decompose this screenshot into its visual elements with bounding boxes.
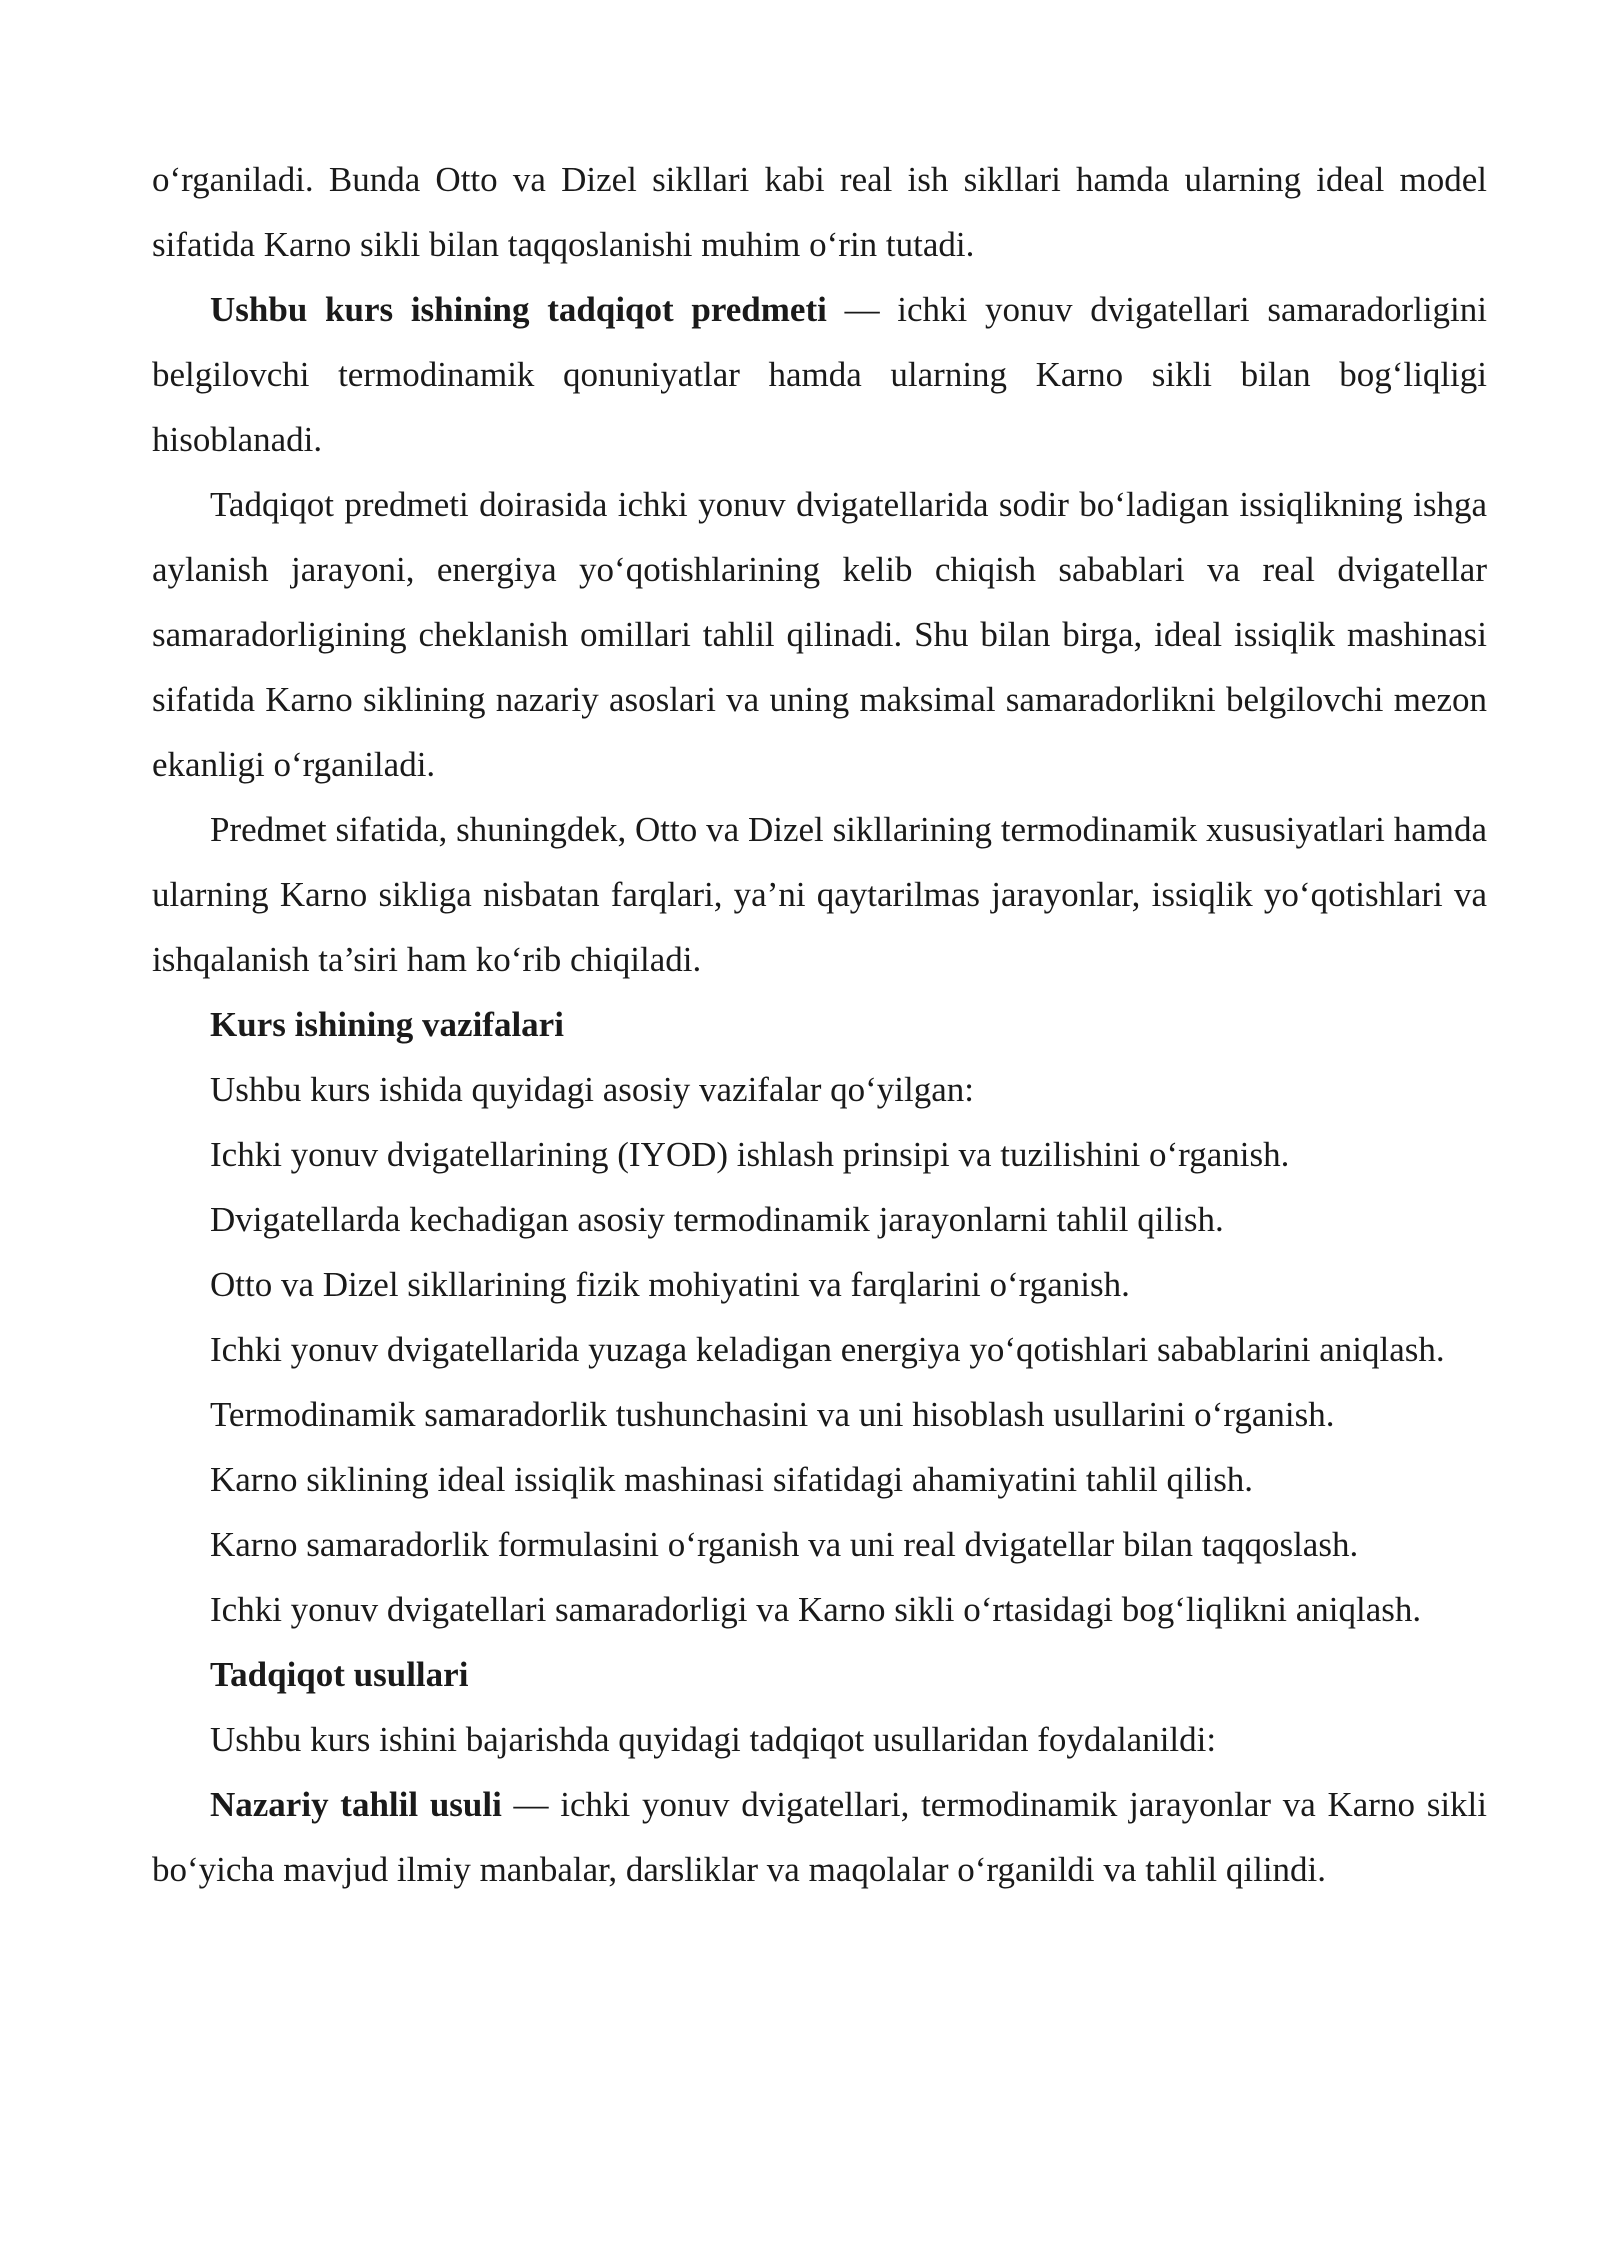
paragraph-text: — ichki yonuv dvigatellari samaradorligini belgilovchi termodinamik qonuniyatlar hamda ularning Karno sikli bilan bog‘liqligi hisoblanadi.: [152, 290, 1487, 459]
paragraph-text: Predmet sifatida, shuningdek, Otto va Dizel sikllarining termodinamik xususiyatlari hamda ularning Karno sikliga nisbatan farqlari, ya’ni qaytarilmas jarayonlar, issiqlik yo‘qotishlari va ishqalanish ta’siri ham ko‘rib chiqiladi.: [152, 810, 1487, 979]
task-item-2: [152, 1187, 1487, 1252]
paragraph-text: Dvigatellarda kechadigan asosiy termodinamik jarayonlarni tahlil qilish.: [210, 1200, 1224, 1239]
section-heading: Tadqiqot usullari: [210, 1655, 469, 1694]
paragraph-text: Ichki yonuv dvigatellarining (IYOD) ishlash prinsipi va tuzilishini o‘rganish.: [210, 1135, 1290, 1174]
paragraph-text: Karno siklining ideal issiqlik mashinasi sifatidagi ahamiyatini tahlil qilish.: [210, 1460, 1254, 1499]
heading-tasks: [152, 992, 1487, 1057]
paragraph-text: Tadqiqot predmeti doirasida ichki yonuv dvigatellarida sodir bo‘ladigan issiqlikning ishga aylanish jarayoni, energiya yo‘qotishlarining kelib chiqish sabablari va real dvigatellar samaradorligining cheklanish omillari tahlil qilinadi. Shu bilan birga, ideal issiqlik mashinasi sifatida Karno siklining nazariy asoslari va uning maksimal samaradorlikni belgilovchi mezon ekanligi o‘rganiladi.: [152, 485, 1487, 784]
heading-methods: [152, 1642, 1487, 1707]
paragraph-research-scope: [152, 472, 1487, 797]
task-item-7: [152, 1512, 1487, 1577]
task-item-8: [152, 1577, 1487, 1642]
task-item-1: [152, 1122, 1487, 1187]
paragraph-text: Ichki yonuv dvigatellarida yuzaga keladigan energiya yo‘qotishlari sabablarini aniqlash.: [210, 1330, 1445, 1369]
paragraph-text: Ushbu kurs ishida quyidagi asosiy vazifalar qo‘yilgan:: [210, 1070, 975, 1109]
paragraph-theoretical-method: [152, 1772, 1487, 1902]
paragraph-tasks-intro: [152, 1057, 1487, 1122]
paragraph-otto-diesel-subject: [152, 797, 1487, 992]
task-item-6: [152, 1447, 1487, 1512]
task-item-4: [152, 1317, 1487, 1382]
paragraph-methods-intro: [152, 1707, 1487, 1772]
task-item-5: [152, 1382, 1487, 1447]
paragraph-text: Ushbu kurs ishini bajarishda quyidagi tadqiqot usullaridan foydalanildi:: [210, 1720, 1217, 1759]
section-heading: Kurs ishining vazifalari: [210, 1005, 564, 1044]
paragraph-text: Karno samaradorlik formulasini o‘rganish va uni real dvigatellar bilan taqqoslash.: [210, 1525, 1359, 1564]
paragraph-bold-lead: Ushbu kurs ishining tadqiqot predmeti: [210, 290, 827, 329]
paragraph-bold-lead: Nazariy tahlil usuli: [210, 1785, 502, 1824]
paragraph-text: Termodinamik samaradorlik tushunchasini va uni hisoblash usullarini o‘rganish.: [210, 1395, 1335, 1434]
paragraph-text: o‘rganiladi. Bunda Otto va Dizel sikllari kabi real ish sikllari hamda ularning ideal model sifatida Karno sikli bilan taqqoslanishi muhim o‘rin tutadi.: [152, 160, 1487, 264]
paragraph-research-subject: [152, 277, 1487, 472]
paragraph-text: Otto va Dizel sikllarining fizik mohiyatini va farqlarini o‘rganish.: [210, 1265, 1130, 1304]
paragraph-text: — ichki yonuv dvigatellari, termodinamik jarayonlar va Karno sikli bo‘yicha mavjud ilmiy manbalar, darsliklar va maqolalar o‘rganildi va tahlil qilindi.: [152, 1785, 1487, 1889]
document-body: [152, 147, 1487, 1902]
task-item-3: [152, 1252, 1487, 1317]
paragraph-text: Ichki yonuv dvigatellari samaradorligi va Karno sikli o‘rtasidagi bog‘liqlikni aniqlash.: [210, 1590, 1422, 1629]
paragraph-intro-continuation: [152, 147, 1487, 277]
